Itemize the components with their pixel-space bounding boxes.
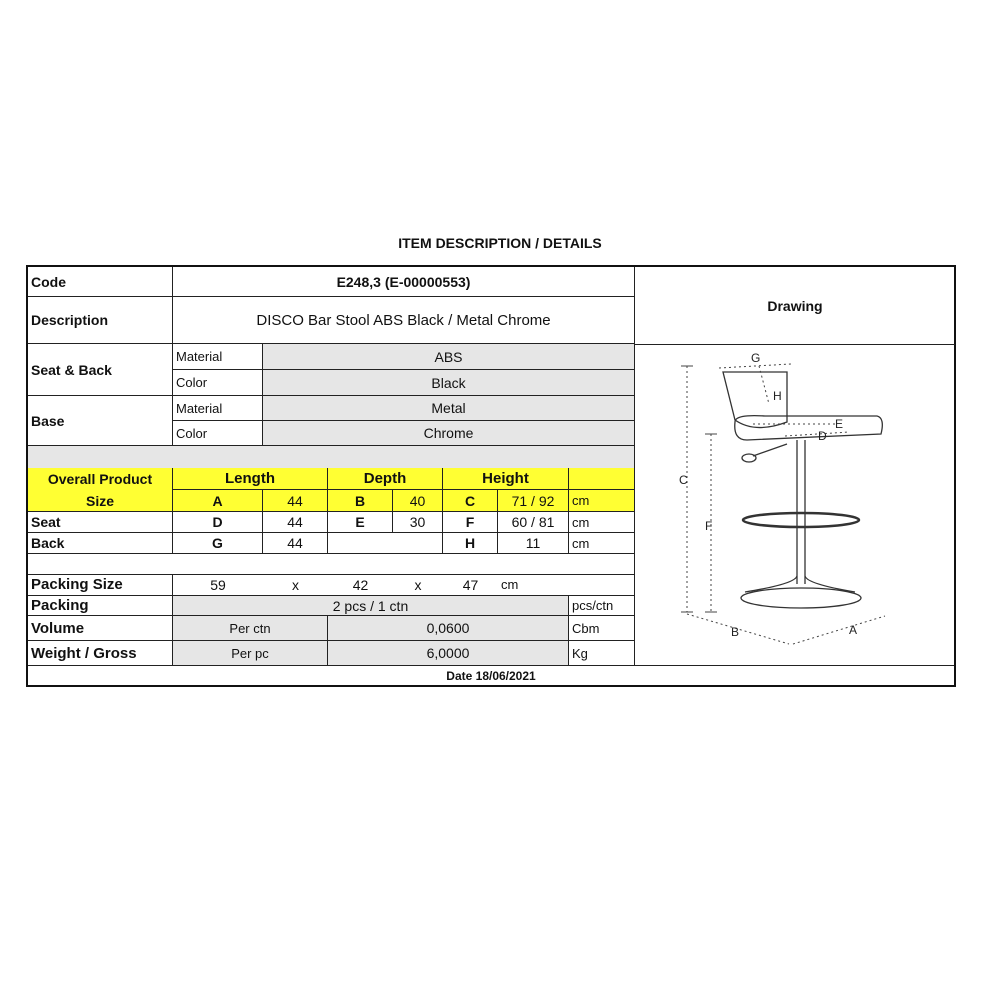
overall-header-row: [28, 468, 634, 490]
back-dims-label: Back: [28, 533, 173, 554]
dim-d-key: D: [173, 512, 263, 533]
letter-a: A: [849, 623, 858, 637]
weight-basis: Per pc: [173, 641, 328, 665]
dim-d-value: 44: [263, 512, 328, 533]
spacer-row-2: [28, 554, 634, 575]
code-label: Code: [28, 267, 173, 297]
weight-label: Weight / Gross: [28, 641, 173, 665]
seat-back-material-label: Material: [173, 344, 263, 370]
description-value: DISCO Bar Stool ABS Black / Metal Chrome: [173, 297, 634, 344]
seat-dims-label: Seat: [28, 512, 173, 533]
packing-size-length: 59: [173, 574, 263, 596]
seat-dims-unit: cm: [569, 512, 634, 533]
back-dims-row: [28, 533, 634, 554]
seat-dims-row: [28, 512, 634, 533]
letter-g: G: [751, 351, 761, 365]
packing-size-width: 42: [328, 574, 393, 596]
base-color-label: Color: [173, 421, 263, 446]
overall-unit: cm: [569, 490, 634, 512]
date-footer: Date 18/06/2021: [28, 665, 954, 686]
back-dims-unit: cm: [569, 533, 634, 554]
dim-g-key: G: [173, 533, 263, 554]
unit-header: [569, 468, 634, 490]
dim-c-value: 71 / 92: [498, 490, 569, 512]
drawing-label: Drawing: [635, 267, 955, 345]
code-row: [28, 267, 634, 297]
overall-values-row: [28, 490, 634, 512]
seat-back-material: ABS: [263, 344, 634, 370]
dim-b-value: 40: [393, 490, 443, 512]
code-value: E248,3 (E-00000553): [173, 267, 634, 297]
letter-b: B: [731, 625, 740, 639]
overall-label-1: Overall Product: [28, 468, 173, 490]
packing-value: 2 pcs / 1 ctn: [173, 596, 569, 616]
volume-row: [28, 616, 634, 641]
volume-label: Volume: [28, 616, 173, 641]
dim-g-value: 44: [263, 533, 328, 554]
stool-base: [741, 588, 861, 608]
base-row: [28, 396, 634, 446]
stool-footring: [743, 513, 859, 527]
height-header: Height: [443, 468, 569, 490]
seat-back-color-label: Color: [173, 370, 263, 396]
letter-h: H: [773, 389, 782, 403]
dim-a-value: 44: [263, 490, 328, 512]
dim-e-value: 30: [393, 512, 443, 533]
dim-h-value: 11: [498, 533, 569, 554]
seat-back-color: Black: [263, 370, 634, 396]
dim-f-key: F: [443, 512, 498, 533]
overall-label-2: Size: [28, 490, 173, 512]
dim-e-key: E: [328, 512, 393, 533]
packing-size-x2: x: [393, 574, 443, 596]
dim-f-value: 60 / 81: [498, 512, 569, 533]
weight-value: 6,0000: [328, 641, 569, 665]
bar-stool-drawing: [635, 344, 955, 664]
weight-unit: Kg: [572, 645, 588, 661]
spec-sheet: [26, 265, 956, 687]
packing-size-x1: x: [263, 574, 328, 596]
back-empty-cell: [328, 533, 443, 554]
dim-c-key: C: [443, 490, 498, 512]
base-material: Metal: [263, 396, 634, 421]
base-material-label: Material: [173, 396, 263, 421]
packing-unit: pcs/ctn: [569, 596, 634, 616]
length-header: Length: [173, 468, 328, 490]
base-color: Chrome: [263, 421, 634, 446]
dim-h-key: H: [443, 533, 498, 554]
depth-header: Depth: [328, 468, 443, 490]
volume-unit: Cbm: [569, 616, 634, 641]
packing-size-height: 47: [443, 574, 498, 596]
weight-row: [28, 641, 634, 665]
volume-basis: Per ctn: [173, 616, 328, 641]
seat-back-label: Seat & Back: [28, 344, 173, 396]
letter-e: E: [835, 417, 844, 431]
base-label: Base: [28, 396, 173, 446]
dim-a-key: A: [173, 490, 263, 512]
letter-c: C: [679, 473, 688, 487]
seat-back-row: [28, 344, 634, 396]
packing-size-row: [28, 574, 634, 596]
spacer-row: [28, 446, 634, 469]
packing-label: Packing: [28, 596, 173, 616]
volume-value: 0,0600: [328, 616, 569, 641]
packing-size-label: Packing Size: [28, 574, 173, 596]
description-row: [28, 297, 634, 344]
dim-b-key: B: [328, 490, 393, 512]
packing-row: [28, 596, 634, 616]
drawing-panel: [634, 267, 955, 665]
letter-f: F: [705, 519, 713, 533]
packing-size-unit: cm: [498, 574, 634, 596]
letter-d: D: [818, 429, 827, 443]
description-label: Description: [28, 297, 173, 344]
page-title: ITEM DESCRIPTION / DETAILS: [398, 235, 602, 251]
